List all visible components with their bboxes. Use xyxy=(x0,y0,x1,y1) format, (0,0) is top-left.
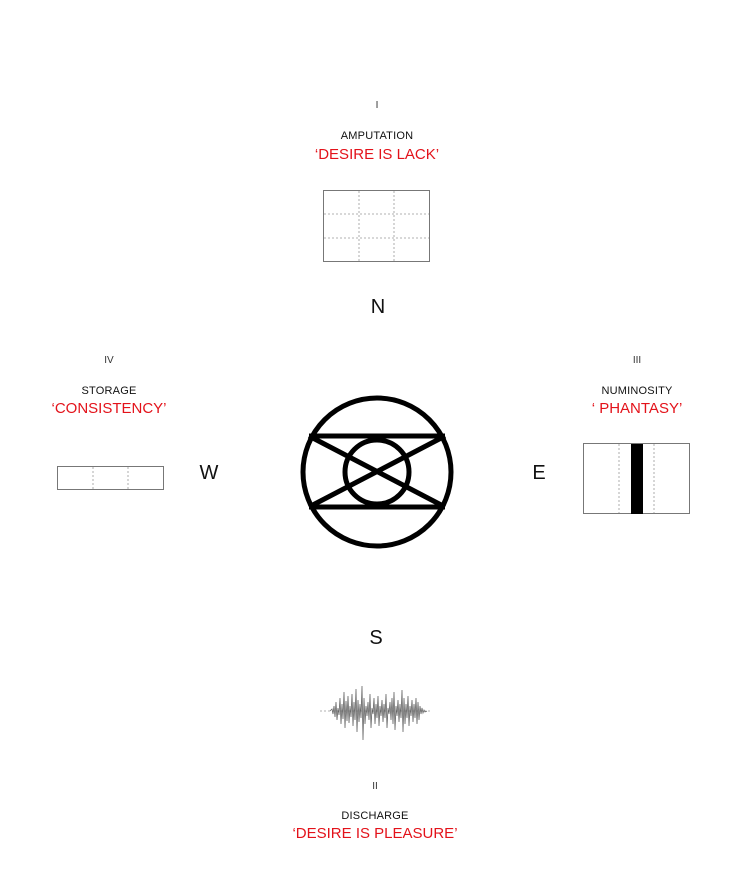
quote-north: ‘DESIRE IS LACK’ xyxy=(314,146,440,163)
direction-east: E xyxy=(532,462,546,484)
segmented-bar-icon xyxy=(57,466,165,491)
numeral-west: IV xyxy=(104,355,114,366)
numeral-north: I xyxy=(375,100,379,111)
circle-hourglass-sigil-icon xyxy=(297,393,457,553)
label-north: AMPUTATION xyxy=(340,130,414,142)
label-east: NUMINOSITY xyxy=(601,385,673,397)
numeral-east: III xyxy=(632,355,642,366)
label-south: DISCHARGE xyxy=(341,810,409,822)
quote-south: ‘DESIRE IS PLEASURE’ xyxy=(292,825,458,842)
direction-south: S xyxy=(369,627,383,649)
grid-icon xyxy=(323,190,431,263)
direction-west: W xyxy=(199,462,219,484)
quote-east: ‘ PHANTASY’ xyxy=(591,400,683,417)
numeral-south: II xyxy=(372,781,378,792)
quote-west: ‘CONSISTENCY’ xyxy=(51,400,167,417)
label-west: STORAGE xyxy=(81,385,137,397)
direction-north: N xyxy=(370,296,386,318)
waveform-icon xyxy=(320,684,432,742)
black-band-icon xyxy=(583,443,691,515)
